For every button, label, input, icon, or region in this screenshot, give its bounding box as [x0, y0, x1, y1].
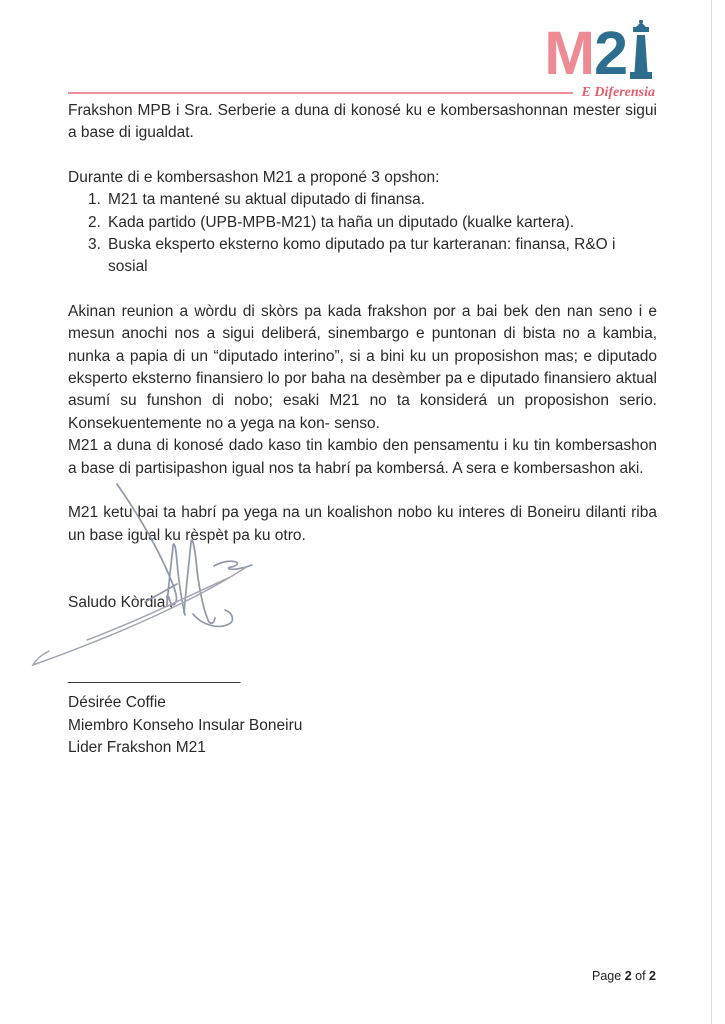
scan-edge-line: [711, 0, 712, 1024]
signer-name: Désirée Coffie: [68, 694, 166, 712]
tagline-row: [68, 86, 655, 100]
paragraph-coalition: M21 ketu bai ta habrí pa yega na un koalishon nobo ku interes di Boneiru dilanti riba un base igual ku rèspèt pa ku otro.: [68, 504, 657, 544]
list-item-text: M21 ta mantené su aktual diputado di finansa.: [108, 191, 426, 209]
lighthouse-icon: [627, 20, 655, 80]
paragraph-intro: Frakshon MPB i Sra. Serberie a duna di konosé ku e kombersashonnan mester sigui a base di igualdat.: [68, 102, 657, 142]
footer-word-of: of: [635, 969, 646, 983]
options-list: [68, 189, 657, 279]
list-item-number: 2.: [88, 213, 101, 231]
list-item-text: Buska eksperto eksterno komo diputado pa tur karteranan: finansa, R&O i sosial: [108, 236, 616, 276]
paragraph-position: M21 a duna di konosé dado kaso tin kambio den pensamentu i ku tin kombersashon a base di partisipashon igual nos ta habrí pa kombersá. A sera e kombersashon aki.: [68, 437, 657, 477]
m21-logo: [544, 18, 655, 87]
signer-title-1: Miembro Konseho Insular Boneiru: [68, 716, 303, 734]
letter-body: [68, 100, 657, 760]
footer-total-pages: 2: [649, 969, 656, 983]
list-item: [68, 189, 657, 211]
signature-line: ____________________: [68, 667, 241, 685]
list-item-number: 3.: [88, 236, 101, 254]
footer-word-page: Page: [592, 969, 622, 983]
list-item-number: 1.: [88, 191, 101, 209]
closing-salutation: Saludo Kòrdial,: [68, 593, 174, 611]
tagline-text: E Diferensia: [581, 85, 655, 100]
logo-digit-2: 2: [594, 18, 626, 87]
footer-current-page: 2: [624, 969, 632, 983]
list-item: [68, 234, 657, 279]
tagline-rule-line: [68, 92, 573, 94]
signer-title-2: Lider Frakshon M21: [68, 739, 206, 757]
list-item: [68, 212, 657, 234]
paragraph-deliberation: Akinan reunion a wòrdu di skòrs pa kada frakshon por a bai bek den nan seno i e mesun anochi nos a sigui deliberá, sinembargo e puntonan di bista no a kambia, nunka a papia di un “diputado interino”, si a bini ku un proposishon mas; e diputado eksperto eksterno finansiero lo por baha na desèmber pa e diputado finansiero aktual asumí su funshon di nobo; esaki M21 no ta konsiderá un proposishon serio. Konsekuentemente no a yega na kon- senso.: [68, 302, 657, 432]
logo-letter-m: M: [544, 18, 594, 87]
list-item-text: Kada partido (UPB-MPB-M21) ta haña un diputado (kualke kartera).: [108, 213, 575, 231]
paragraph-options-intro: Durante di e kombersashon M21 a proponé 3 opshon:: [68, 168, 440, 186]
page-footer: [592, 968, 656, 984]
